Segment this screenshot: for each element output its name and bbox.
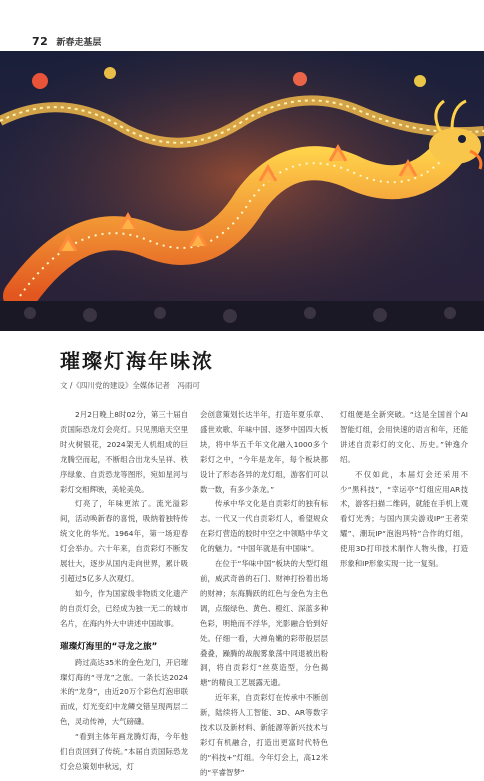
paragraph: 不仅如此，本届灯会还采用不少“黑科技”，“幸运亭”灯组应用AR技术，游客扫描二维码，就能在手机上观看灯光秀；与国内顶尖游戏IP“王者荣耀”、潮玩IP“泡泡玛特”合作的灯组，使用3D打印技术制作人物头像，打造形象和IP形象实现一比一复刻。: [340, 469, 468, 569]
paragraph: 近年来，自贡彩灯在传承中不断创新，陆续将人工智能、3D、AR等数字技术以及新材料、新能源等新兴技术与彩灯有机融合，打造出更富时代特色的“科技+”灯组。今年灯会上，高12米的“平睿智梦”: [200, 693, 328, 777]
article-column-2: [200, 408, 328, 781]
article-title: 璀璨灯海年味浓: [60, 349, 214, 373]
paragraph: 在位于“华味中国”板块的大型灯组前，威武奇兽的石门、财神打扮着出场的财神；东海腾跃的红色与金色为主色调，点缀绿色、黄色、橙红、深蓝多种色彩，明艳而不浮华，光影融合恰到好处。仔细一看，大禅角嫩的彩带般层层叠叠，躁腾的战舰雾象荡中同退被出粉洞，将自贡彩灯“丝莫造型，分色揭塘”的精良工艺展露无遗。: [200, 559, 328, 688]
paragraph: 灯组便是全新突破。“这是全国首个AI智能灯组，会用快速的语言和年，还能讲述自贡彩灯的文化、历史。”钟逸介绍。: [340, 410, 468, 464]
paragraph: 如今，作为国家级非物质文化遗产的自贡灯会，已经成为独一无二的城市名片，在海内外大中讲述中国故事。: [60, 588, 188, 628]
article-column-3: [340, 408, 468, 572]
paragraph: 会创意策划长达半年，打造年夏乐章、盛世欢歌、年味中国、逐梦中国四大板块，将中华五千年文化融入1000多个彩灯之中，“今年是龙年，每个板块都设计了形态各异的龙灯组，游客们可以数一数，有多少条龙。”: [200, 410, 328, 494]
paragraph: “看到主体年画龙腾灯海，今年他们自贡回到了传统。”本届自贡国际恐龙灯会总策划申秋远，灯: [60, 732, 188, 771]
page-header: [32, 34, 101, 48]
page-number: 72: [32, 34, 49, 48]
paragraph: 灯亮了，年味更浓了。流光溢彩间，活动唤新春的喜悦，吸纳着独特传统文化的华光。1964年，第一场迎春灯会举办。六十年来，自贡彩灯不断发展壮大，逐步从国内走向世界，累计吸引超过5亿多人次观灯。: [60, 499, 188, 583]
dragon-lantern-photo: [0, 51, 484, 331]
article-byline: 文 /《四川党的建设》全媒体记者 冯雨可: [60, 381, 200, 390]
article-column-1: [60, 408, 188, 775]
paragraph: 2月2日晚上8时02分，第三十届自贡国际恐龙灯会亮灯。只见黑暗天空里时火树银花，2024架无人机组成的巨龙腾空而起，不断组合出龙头呈祥、秩序绿象、自贡恐龙等图形，宛如星河与彩灯交相辉映，美轮美奂。: [60, 410, 188, 494]
paragraph: 跨过高达35米的金色龙门，开启璀璨灯海的“寻龙”之旅。一条长达2024米的“龙身”，由近20万个彩色灯泡串联而成，灯光变幻中龙鳞交错呈现两层二色，灵动传神，大气磅礴。: [60, 657, 188, 727]
section-title: 新春走基层: [56, 37, 102, 48]
subheading: 璀璨灯海里的“寻龙之旅”: [60, 641, 158, 652]
dragon-lantern-illustration: [0, 51, 484, 331]
paragraph: 传承中华文化是自贡彩灯的独有标志。一代又一代自贡彩灯人，希望规众在彩灯营造的胶时中空之中领略中华文化的魅力。“中国年就是有中国味”。: [200, 499, 328, 554]
